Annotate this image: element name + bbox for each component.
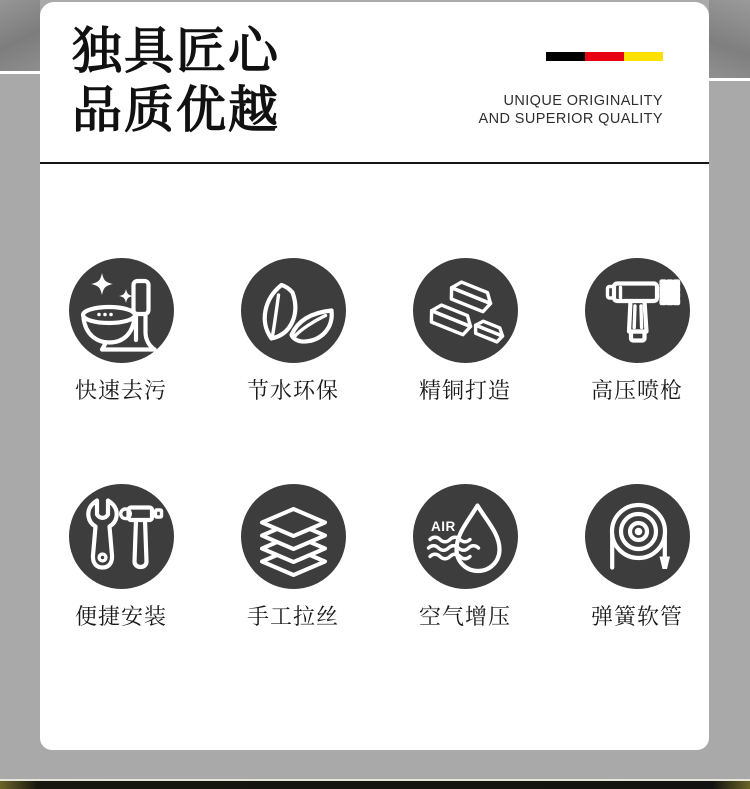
header-divider bbox=[40, 162, 709, 164]
feature-label: 精铜打造 bbox=[418, 378, 511, 403]
feature-easy-install bbox=[51, 484, 191, 630]
title-line1: 独具匠心 bbox=[72, 23, 280, 79]
wrench-hammer-icon bbox=[69, 484, 174, 589]
feature-label: 快速去污 bbox=[74, 378, 167, 403]
flag-yellow-segment bbox=[624, 52, 663, 61]
page-title bbox=[72, 22, 280, 140]
subtitle-line1: UNIQUE ORIGINALITY bbox=[503, 93, 663, 109]
feature-label: 高压喷枪 bbox=[590, 378, 683, 403]
flag-black-segment bbox=[546, 52, 585, 61]
feature-row-1 bbox=[51, 258, 707, 404]
feature-hand-brushed bbox=[223, 484, 363, 630]
feature-label: 便捷安装 bbox=[74, 604, 167, 629]
feature-row-2 bbox=[51, 484, 707, 630]
next-section-edge bbox=[0, 781, 750, 789]
title-line2: 品质优越 bbox=[72, 82, 280, 138]
background-gap-right bbox=[709, 78, 750, 81]
coiled-hose-icon bbox=[585, 484, 690, 589]
feature-air-boost bbox=[395, 484, 535, 630]
subtitle-english bbox=[479, 92, 663, 128]
air-drop-icon bbox=[413, 484, 518, 589]
toilet-sparkle-icon bbox=[69, 258, 174, 363]
german-flag-stripe bbox=[546, 52, 663, 61]
feature-label: 手工拉丝 bbox=[246, 604, 339, 629]
feature-water-saving bbox=[223, 258, 363, 404]
feature-label: 空气增压 bbox=[418, 604, 511, 629]
background-gap-left bbox=[0, 71, 40, 74]
feature-copper-made bbox=[395, 258, 535, 404]
background-texture-top-right bbox=[709, 0, 750, 78]
feature-fast-clean bbox=[51, 258, 191, 404]
leaves-icon bbox=[241, 258, 346, 363]
stacked-layers-icon bbox=[241, 484, 346, 589]
feature-high-pressure-gun bbox=[567, 258, 707, 404]
flag-red-segment bbox=[585, 52, 624, 61]
feature-label: 节水环保 bbox=[246, 378, 339, 403]
copper-ingots-icon bbox=[413, 258, 518, 363]
background-texture-top-left bbox=[0, 0, 40, 71]
content-card bbox=[40, 2, 709, 750]
feature-label: 弹簧软管 bbox=[590, 604, 683, 629]
spray-gun-icon bbox=[585, 258, 690, 363]
air-text: AIR bbox=[430, 519, 456, 534]
subtitle-line2: AND SUPERIOR QUALITY bbox=[478, 111, 663, 127]
feature-spring-hose bbox=[567, 484, 707, 630]
